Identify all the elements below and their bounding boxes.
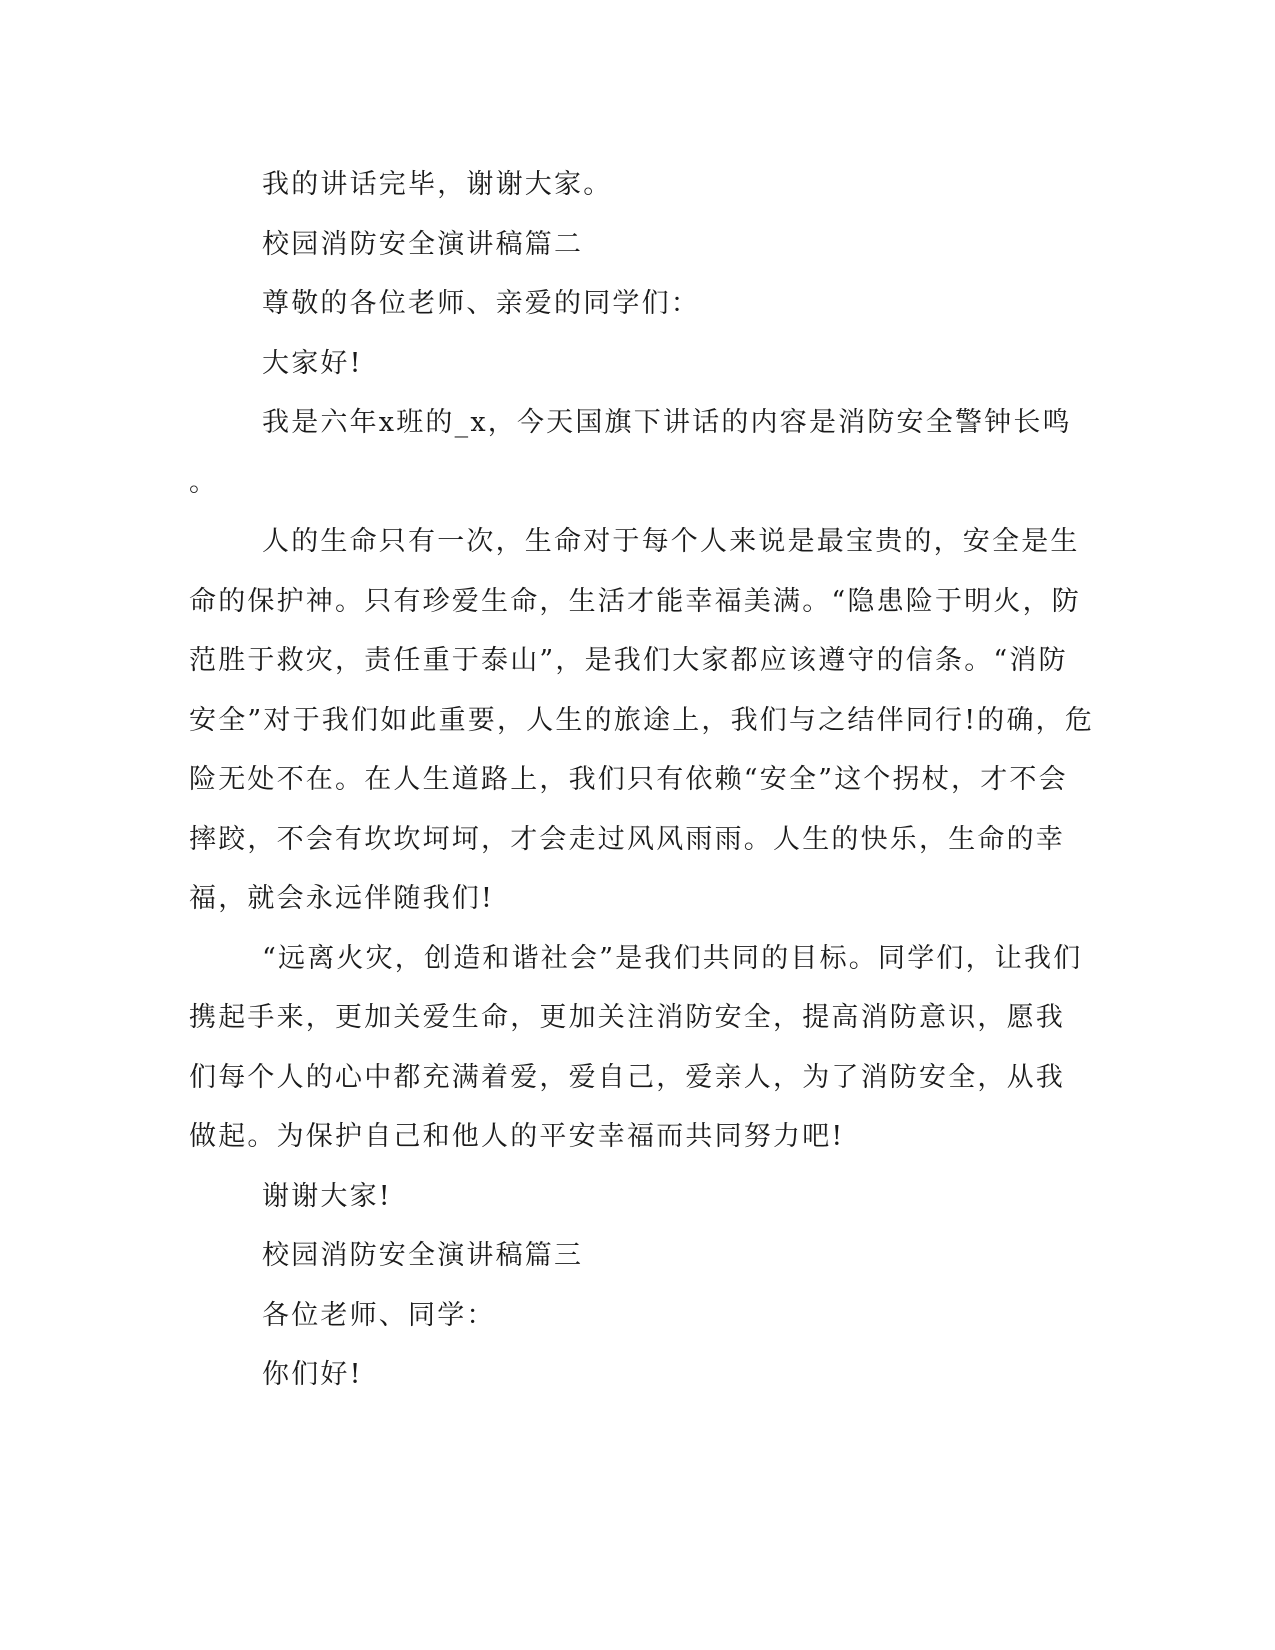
paragraph-line: 携起手来，更加关爱生命，更加关注消防安全，提高消防意识，愿我	[189, 1002, 1065, 1033]
section-title: 校园消防安全演讲稿篇三	[262, 1240, 584, 1271]
paragraph-line: “远离火灾，创造和谐社会”是我们共同的目标。同学们，让我们	[262, 943, 1083, 974]
paragraph-line: 福，就会永远伴随我们!	[189, 883, 495, 914]
greeting: 你们好!	[262, 1359, 363, 1390]
thanks-line: 谢谢大家!	[262, 1181, 392, 1212]
paragraph-line: 我是六年x班的_x，今天国旗下讲话的内容是消防安全警钟长鸣	[262, 407, 1072, 438]
paragraph-line: 命的保护神。只有珍爱生命，生活才能幸福美满。“隐患险于明火，防	[189, 586, 1082, 617]
paragraph-line: 。	[189, 467, 219, 498]
paragraph-line: 们每个人的心中都充满着爱，爱自己，爱亲人，为了消防安全，从我	[189, 1062, 1065, 1093]
paragraph-line: 安全”对于我们如此重要，人生的旅途上，我们与之结伴同行!的确，危	[189, 705, 1095, 736]
salutation: 各位老师、同学：	[262, 1300, 496, 1331]
paragraph-line: 摔跤，不会有坎坎坷坷，才会走过风风雨雨。人生的快乐，生命的幸	[189, 824, 1065, 855]
paragraph-line: 做起。为保护自己和他人的平安幸福而共同努力吧!	[189, 1121, 845, 1152]
salutation: 尊敬的各位老师、亲爱的同学们：	[262, 288, 700, 319]
paragraph-line: 人的生命只有一次，生命对于每个人来说是最宝贵的，安全是生	[262, 526, 1080, 557]
section-title: 校园消防安全演讲稿篇二	[262, 229, 584, 260]
paragraph-line: 险无处不在。在人生道路上，我们只有依赖“安全”这个拐杖，才不会	[189, 764, 1068, 795]
greeting: 大家好!	[262, 348, 363, 379]
paragraph-line: 范胜于救灾，责任重于泰山”，是我们大家都应该遵守的信条。“消防	[189, 645, 1068, 676]
closing-line: 我的讲话完毕，谢谢大家。	[262, 169, 613, 200]
